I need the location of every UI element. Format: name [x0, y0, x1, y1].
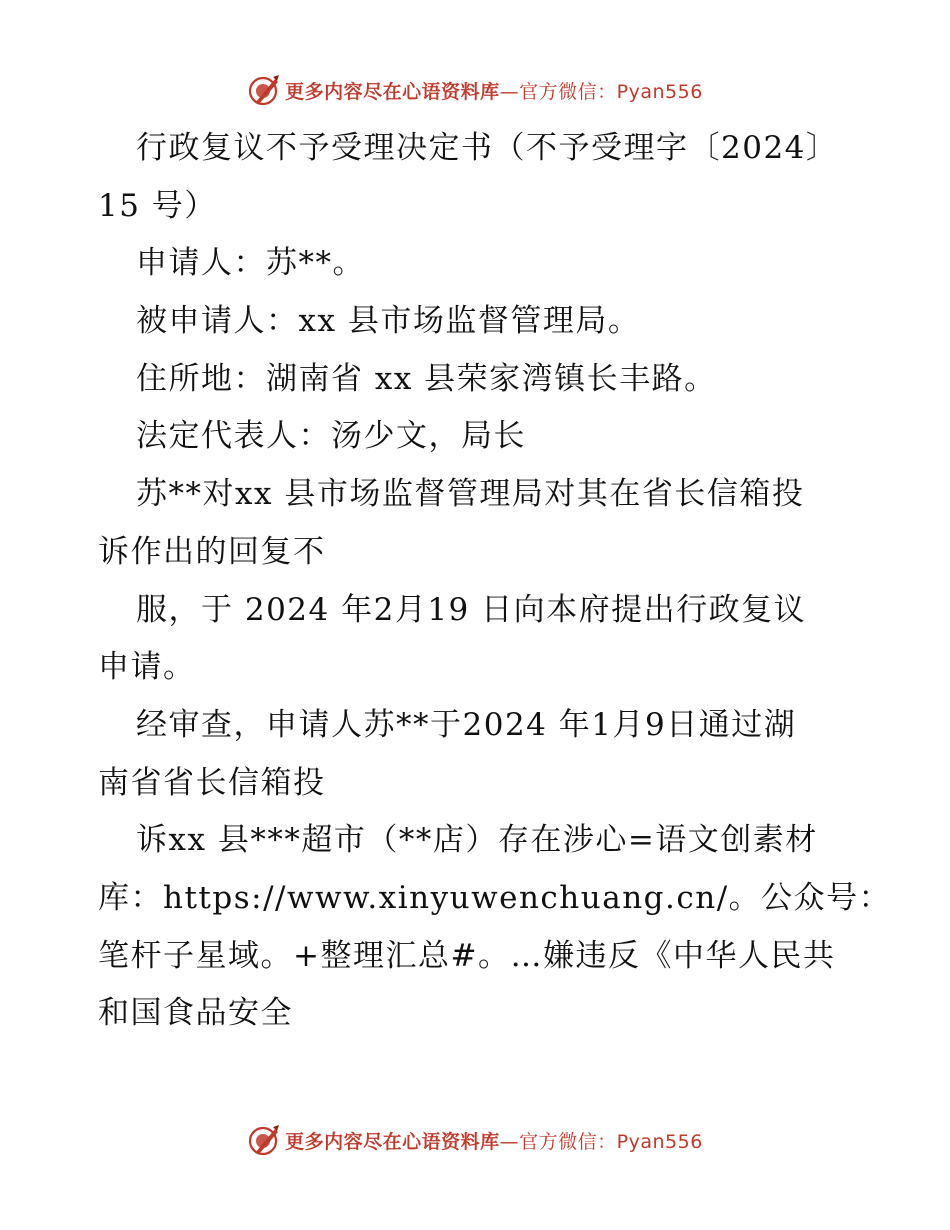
address-line: 住所地：湖南省 xx 县荣家湾镇长丰路。 [136, 360, 717, 397]
paragraph-4-line-3: 笔杆子星域。+整理汇总#。…嫌违反《中华人民共 [98, 937, 836, 974]
footer-watermark-banner [0, 1120, 950, 1160]
watermark-wechat: 官方微信：Pyan556 [519, 80, 703, 103]
footer-watermark-group [247, 1123, 703, 1157]
header-watermark-group [247, 73, 703, 107]
paragraph-4-line-4: 和国食品安全 [98, 995, 293, 1032]
paragraph-2-line-2: 申请。 [98, 649, 196, 686]
paragraph-1-line-1: 苏**对xx 县市场监督管理局对其在省长信箱投 [136, 476, 805, 513]
watermark-separator: — [499, 1130, 520, 1153]
watermark-text [285, 77, 703, 104]
quill-pen-seal-icon [247, 73, 281, 107]
paragraph-1-line-2: 诉作出的回复不 [98, 533, 326, 570]
respondent-line: 被申请人：xx 县市场监督管理局。 [136, 303, 641, 340]
paragraph-3-line-2: 南省省长信箱投 [98, 764, 326, 801]
watermark-brand: 更多内容尽在心语资料库 [285, 80, 500, 103]
watermark-wechat: 官方微信：Pyan556 [519, 1130, 703, 1153]
doc-title-line-1: 行政复议不予受理决定书（不予受理字〔2024〕 [136, 130, 839, 166]
paragraph-4-line-1: 诉xx 县***超市（**店）存在涉心=语文创素材 [136, 822, 818, 859]
paragraph-4-line-2: 库：https://www.xinyuwenchuang.cn/。公众号： [98, 879, 892, 916]
legal-rep-line: 法定代表人：汤少文，局长 [136, 418, 526, 455]
watermark-text [285, 1127, 703, 1154]
paragraph-3-line-1: 经审查，申请人苏**于2024 年1月9日通过湖 [136, 706, 797, 743]
applicant-line: 申请人：苏**。 [136, 245, 365, 282]
doc-title-line-2: 15 号） [98, 187, 217, 224]
header-watermark-banner [0, 70, 950, 110]
paragraph-2-line-1: 服，于 2024 年2月19 日向本府提出行政复议 [136, 591, 807, 628]
document-body [98, 120, 892, 1043]
watermark-brand: 更多内容尽在心语资料库 [285, 1130, 500, 1153]
quill-pen-seal-icon [247, 1123, 281, 1157]
watermark-separator: — [499, 80, 520, 103]
